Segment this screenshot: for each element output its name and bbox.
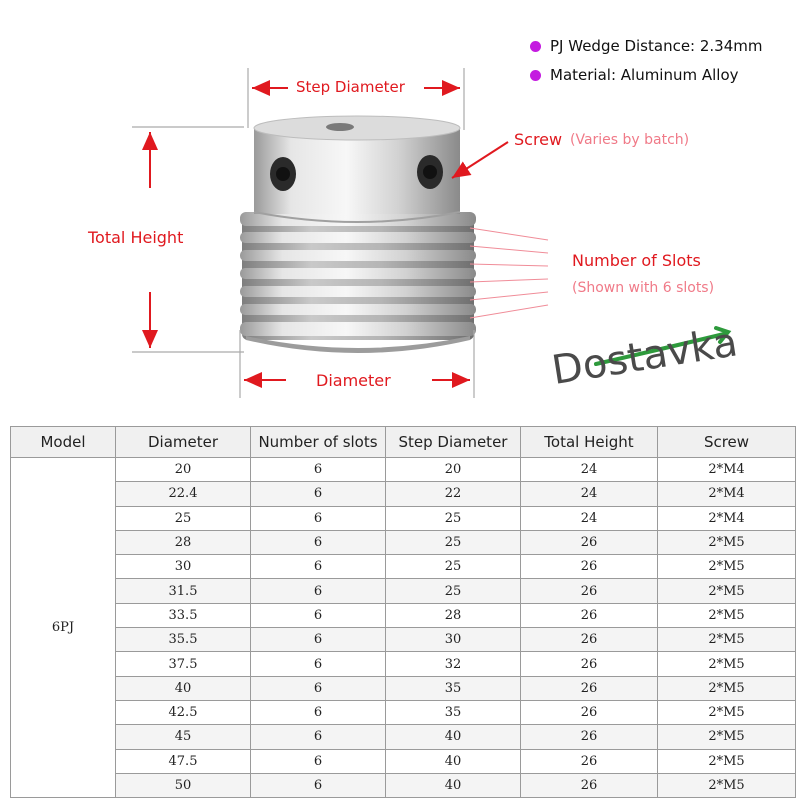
slot-pointer-lines <box>470 228 548 318</box>
step-diameter-cell: 32 <box>386 652 521 676</box>
slots-cell: 6 <box>251 530 386 554</box>
diameter-cell: 40 <box>116 676 251 700</box>
step-diameter-cell: 30 <box>386 628 521 652</box>
table-row <box>11 773 796 797</box>
total-height-cell: 26 <box>521 749 658 773</box>
diameter-cell: 25 <box>116 506 251 530</box>
diameter-cell: 45 <box>116 725 251 749</box>
screw-cell: 2*M5 <box>658 603 796 627</box>
slots-cell: 6 <box>251 652 386 676</box>
step-diameter-cell: 35 <box>386 700 521 724</box>
diameter-cell: 47.5 <box>116 749 251 773</box>
total-height-cell: 26 <box>521 773 658 797</box>
spec-wedge-distance: PJ Wedge Distance: 2.34mm <box>530 37 763 55</box>
slots-cell: 6 <box>251 749 386 773</box>
diameter-cell: 30 <box>116 555 251 579</box>
diameter-cell: 22.4 <box>116 482 251 506</box>
diameter-cell: 35.5 <box>116 628 251 652</box>
diameter-cell: 33.5 <box>116 603 251 627</box>
step-diameter-cell: 25 <box>386 579 521 603</box>
table-row <box>11 676 796 700</box>
total-height-cell: 26 <box>521 725 658 749</box>
screw-cell: 2*M5 <box>658 530 796 554</box>
slots-cell: 6 <box>251 458 386 482</box>
model-cell: 6PJ <box>11 458 116 798</box>
screw-cell: 2*M5 <box>658 700 796 724</box>
table-row <box>11 700 796 724</box>
step-diameter-cell: 35 <box>386 676 521 700</box>
slots-cell: 6 <box>251 628 386 652</box>
screw-cell: 2*M5 <box>658 628 796 652</box>
slots-note: (Shown with 6 slots) <box>572 280 715 296</box>
screw-note: (Varies by batch) <box>570 132 690 148</box>
table-header-row <box>11 427 796 458</box>
slots-cell: 6 <box>251 773 386 797</box>
bullet-dot-icon <box>530 41 541 52</box>
table-row <box>11 579 796 603</box>
screw-label: Screw <box>514 130 563 149</box>
slots-cell: 6 <box>251 676 386 700</box>
pulley-grooves <box>240 212 476 353</box>
step-diameter-cell: 28 <box>386 603 521 627</box>
logo-text: Dostavka <box>548 319 741 394</box>
header-slots: Number of slots <box>251 427 386 458</box>
screw-cell: 2*M4 <box>658 482 796 506</box>
total-height-cell: 24 <box>521 482 658 506</box>
brand-logo <box>548 318 766 408</box>
header-step-diameter: Step Diameter <box>386 427 521 458</box>
total-height-cell: 26 <box>521 555 658 579</box>
table-row <box>11 555 796 579</box>
slots-cell: 6 <box>251 579 386 603</box>
total-height-cell: 26 <box>521 603 658 627</box>
slots-cell: 6 <box>251 482 386 506</box>
screw-cell: 2*M4 <box>658 506 796 530</box>
table-row <box>11 482 796 506</box>
screw-cell: 2*M5 <box>658 652 796 676</box>
diameter-cell: 42.5 <box>116 700 251 724</box>
total-height-cell: 26 <box>521 700 658 724</box>
total-height-label: Total Height <box>88 228 184 247</box>
table-row <box>11 652 796 676</box>
screw-cell: 2*M5 <box>658 749 796 773</box>
header-total-height: Total Height <box>521 427 658 458</box>
screw-cell: 2*M4 <box>658 458 796 482</box>
diameter-cell: 37.5 <box>116 652 251 676</box>
slots-cell: 6 <box>251 555 386 579</box>
diameter-label: Diameter <box>316 371 391 390</box>
screw-cell: 2*M5 <box>658 579 796 603</box>
slots-cell: 6 <box>251 725 386 749</box>
total-height-cell: 26 <box>521 676 658 700</box>
total-height-cell: 24 <box>521 458 658 482</box>
step-diameter-cell: 40 <box>386 749 521 773</box>
header-screw: Screw <box>658 427 796 458</box>
diameter-cell: 31.5 <box>116 579 251 603</box>
screw-cell: 2*M5 <box>658 773 796 797</box>
slots-cell: 6 <box>251 603 386 627</box>
table-row <box>11 749 796 773</box>
total-height-cell: 26 <box>521 652 658 676</box>
table-body <box>11 458 796 798</box>
table-row <box>11 506 796 530</box>
table-row <box>11 458 796 482</box>
diameter-cell: 50 <box>116 773 251 797</box>
slots-cell: 6 <box>251 506 386 530</box>
total-height-cell: 26 <box>521 579 658 603</box>
step-diameter-cell: 25 <box>386 555 521 579</box>
total-height-cell: 26 <box>521 628 658 652</box>
step-diameter-label: Step Diameter <box>296 78 405 96</box>
header-diameter: Diameter <box>116 427 251 458</box>
screw-cell: 2*M5 <box>658 725 796 749</box>
total-height-cell: 26 <box>521 530 658 554</box>
step-diameter-cell: 20 <box>386 458 521 482</box>
spec-table <box>10 426 796 798</box>
table-row <box>11 603 796 627</box>
slots-cell: 6 <box>251 700 386 724</box>
spec-material: Material: Aluminum Alloy <box>530 66 739 84</box>
step-diameter-cell: 22 <box>386 482 521 506</box>
diameter-cell: 20 <box>116 458 251 482</box>
screw-cell: 2*M5 <box>658 676 796 700</box>
table-row <box>11 628 796 652</box>
header-model: Model <box>11 427 116 458</box>
step-diameter-cell: 25 <box>386 530 521 554</box>
pulley-hub <box>254 116 460 222</box>
step-diameter-cell: 40 <box>386 725 521 749</box>
step-diameter-cell: 40 <box>386 773 521 797</box>
slots-label: Number of Slots <box>572 251 701 270</box>
total-height-cell: 24 <box>521 506 658 530</box>
table-row <box>11 725 796 749</box>
table-row <box>11 530 796 554</box>
bullet-dot-icon <box>530 70 541 81</box>
step-diameter-cell: 25 <box>386 506 521 530</box>
screw-cell: 2*M5 <box>658 555 796 579</box>
diameter-cell: 28 <box>116 530 251 554</box>
